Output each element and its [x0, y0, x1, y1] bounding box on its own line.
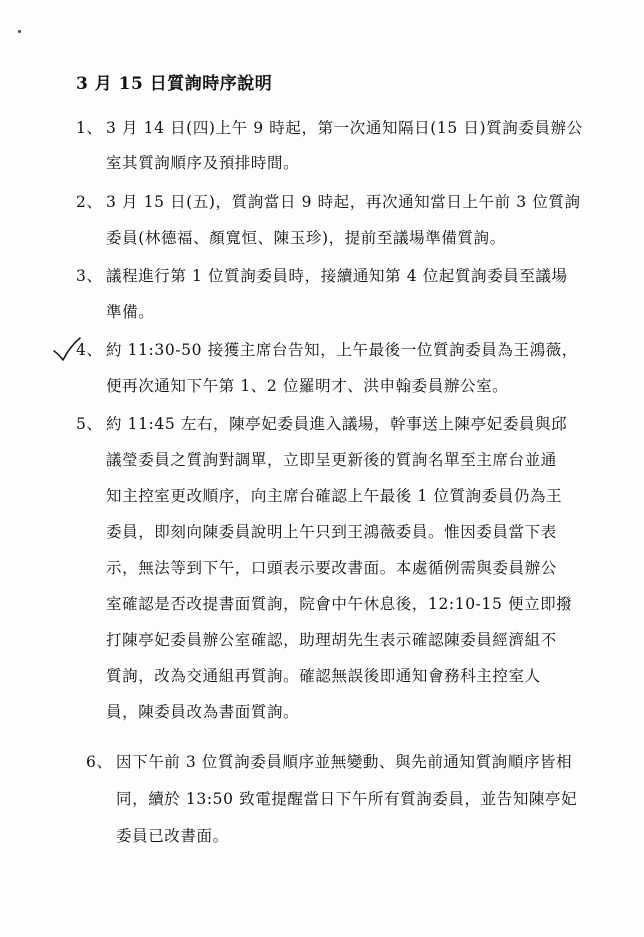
- item-line: 約 11:30-50 接獲主席台告知，上午最後一位質詢委員為王鴻薇，: [106, 341, 578, 359]
- item-line: 室其質詢順序及預排時間。: [106, 154, 300, 172]
- item-line: 3 月 15 日(五)，質詢當日 9 時起，再次通知當日上午前 3 位質詢: [106, 193, 581, 211]
- item-line: 示，無法等到下午，口頭表示要改書面。本處循例需與委員辦公: [106, 559, 557, 577]
- item-line: 員，陳委員改為書面質詢。: [106, 703, 300, 721]
- item-line: 委員已改書面。: [116, 827, 229, 845]
- item-number: 3、: [76, 267, 103, 285]
- item-number: 6、: [86, 753, 113, 771]
- item-line: 質詢，改為交通組再質詢。確認無誤後即通知會務科主控室人: [106, 667, 541, 685]
- item-line: 同，續於 13:50 致電提醒當日下午所有質詢委員，並告知陳亭妃: [116, 790, 578, 808]
- item-line: 約 11:45 左右，陳亭妃委員進入議場，幹事送上陳亭妃委員與邱: [106, 415, 568, 433]
- item-line: 室確認是否改提書面質詢，院會中午休息後，12:10-15 便立即撥: [106, 595, 573, 613]
- item-line: 準備。: [106, 303, 155, 321]
- item-number: 4、: [76, 341, 103, 359]
- item-number: 1、: [76, 119, 103, 137]
- item-line: 因下午前 3 位質詢委員順序並無變動、與先前通知質詢順序皆相: [116, 753, 573, 771]
- item-line: 委員(林德福、顏寬恒、陳玉珍)，提前至議場準備質詢。: [106, 229, 506, 247]
- item-line: 委員，即刻向陳委員說明上午只到王鴻薇委員。惟因委員當下表: [106, 523, 557, 541]
- item-number: 5、: [76, 415, 103, 433]
- item-line: 議程進行第 1 位質詢委員時，接續通知第 4 位起質詢委員至議場: [106, 267, 568, 285]
- item-line: 議瑩委員之質詢對調單，立即呈更新後的質詢名單至主席台並通: [106, 451, 557, 469]
- item-number: 2、: [76, 193, 103, 211]
- item-line: 打陳亭妃委員辦公室確認，助理胡先生表示確認陳委員經濟組不: [106, 631, 557, 649]
- document-title: 3 月 15 日質詢時序說明: [76, 74, 273, 94]
- item-line: 便再次通知下午第 1、2 位羅明才、洪申翰委員辦公室。: [106, 377, 509, 395]
- item-line: 知主控室更改順序，向主席台確認上午最後 1 位質詢委員仍為王: [106, 487, 563, 505]
- item-line: 3 月 14 日(四)上午 9 時起，第一次通知隔日(15 日)質詢委員辦公: [106, 119, 583, 137]
- scan-speck: [18, 30, 21, 33]
